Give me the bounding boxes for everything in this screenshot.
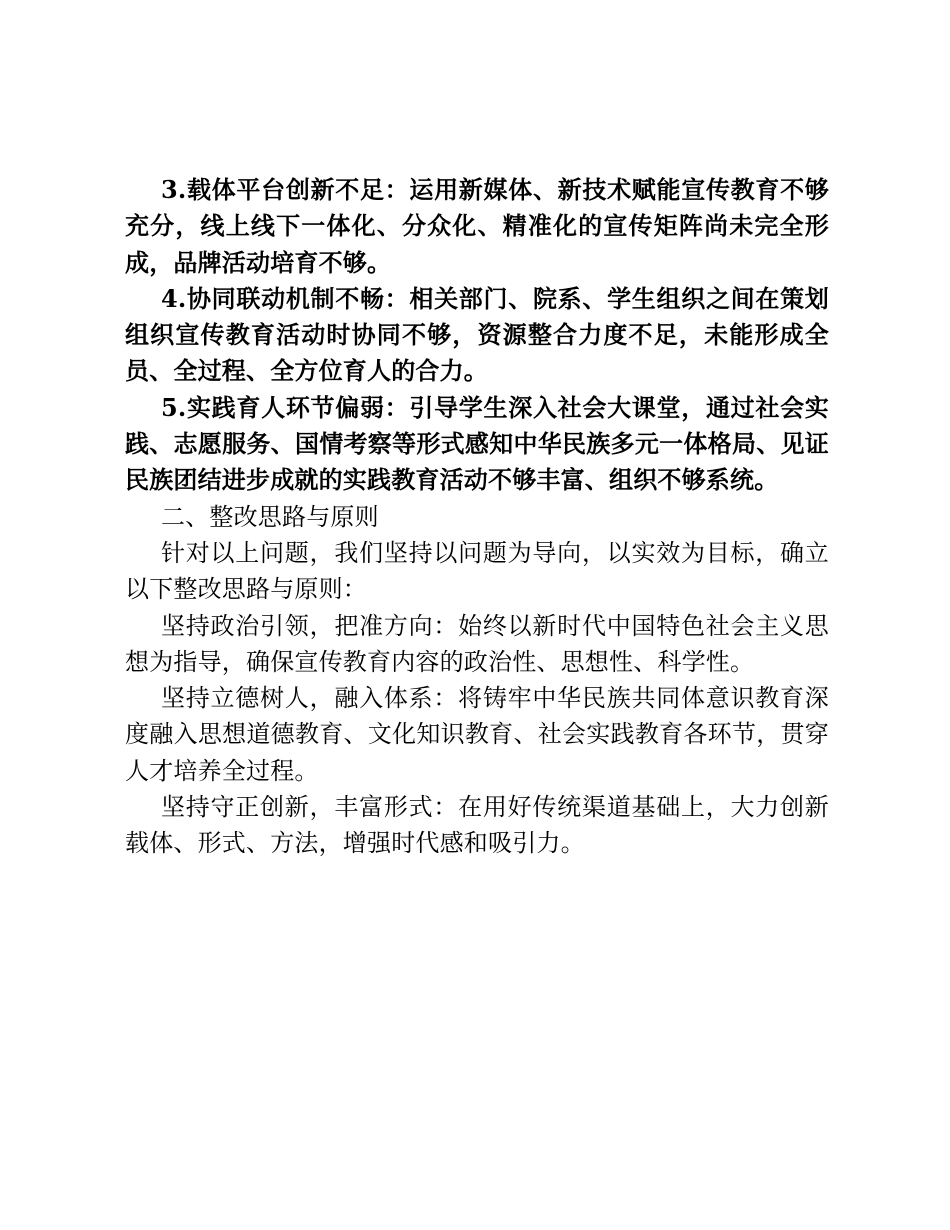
principle-paragraph: 坚持政治引领，把准方向：始终以新时代中国特色社会主义思想为指导，确保宣传教育内容的政治性、思想性、科学性。	[125, 611, 829, 676]
intro-paragraph: 针对以上问题，我们坚持以问题为导向，以实效为目标，确立以下整改思路与原则：	[125, 538, 829, 604]
section-heading: 二、整改思路与原则	[161, 502, 379, 531]
problem-item-3: 3.载体平台创新不足：运用新媒体、新技术赋能宣传教育不够充分，线上线下一体化、分众化、精准化的宣传矩阵尚未完全形成，品牌活动培育不够。	[125, 175, 829, 277]
principle-paragraph: 坚持守正创新，丰富形式：在用好传统渠道基础上，大力创新载体、形式、方法，增强时代感和吸引力。	[125, 793, 829, 858]
principle-paragraph: 坚持立德树人，融入体系：将铸牢中华民族共同体意识教育深度融入思想道德教育、文化知识教育、社会实践教育各环节，贯穿人才培养全过程。	[125, 684, 829, 785]
document-body	[125, 172, 829, 862]
problem-item-5: 5.实践育人环节偏弱：引导学生深入社会大课堂，通过社会实践、志愿服务、国情考察等形式感知中华民族多元一体格局、见证民族团结进步成就的实践教育活动不够丰富、组织不够系统。	[125, 392, 829, 495]
problem-item-4: 4.协同联动机制不畅：相关部门、院系、学生组织之间在策划组织宣传教育活动时协同不够，资源整合力度不足，未能形成全员、全过程、全方位育人的合力。	[125, 283, 829, 386]
